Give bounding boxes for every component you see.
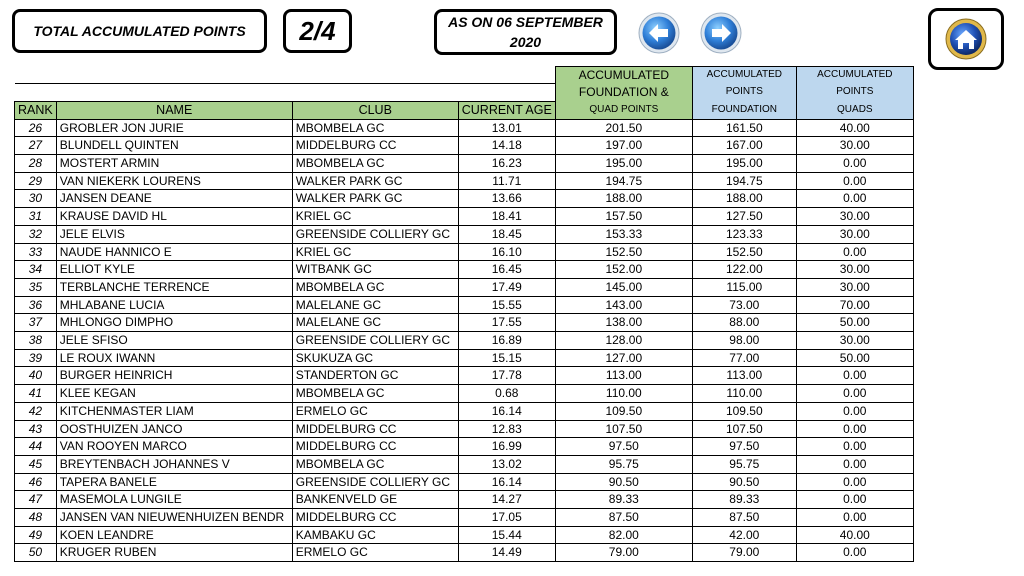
col-quads-line2: POINTS <box>796 84 913 102</box>
cell-rank: 47 <box>15 491 57 509</box>
cell-name: MHLABANE LUCIA <box>56 296 292 314</box>
cell-q: 0.00 <box>796 473 913 491</box>
table-row <box>15 137 914 155</box>
cell-name: LE ROUX IWANN <box>56 349 292 367</box>
cell-age: 18.45 <box>458 225 555 243</box>
cell-age: 11.71 <box>458 172 555 190</box>
cell-age: 16.89 <box>458 332 555 350</box>
page-title: TOTAL ACCUMULATED POINTS <box>33 23 246 39</box>
cell-f: 194.75 <box>692 172 796 190</box>
cell-club: MBOMBELA GC <box>292 455 458 473</box>
cell-name: JELE ELVIS <box>56 225 292 243</box>
date-box <box>434 9 617 55</box>
page-title-box <box>12 9 267 53</box>
cell-q: 0.00 <box>796 438 913 456</box>
col-foundation-quad-line2: FOUNDATION & <box>555 84 692 102</box>
cell-name: JANSEN VAN NIEUWENHUIZEN BENDR <box>56 509 292 527</box>
cell-fq: 82.00 <box>555 526 692 544</box>
cell-rank: 36 <box>15 296 57 314</box>
table-row <box>15 172 914 190</box>
cell-f: 127.50 <box>692 208 796 226</box>
cell-club: WALKER PARK GC <box>292 172 458 190</box>
cell-q: 0.00 <box>796 544 913 562</box>
table-row <box>15 208 914 226</box>
col-rank: RANK <box>15 101 57 119</box>
cell-club: SKUKUZA GC <box>292 349 458 367</box>
cell-club: WITBANK GC <box>292 261 458 279</box>
cell-q: 30.00 <box>796 332 913 350</box>
cell-q: 30.00 <box>796 278 913 296</box>
table-row <box>15 544 914 562</box>
cell-f: 95.75 <box>692 455 796 473</box>
cell-q: 40.00 <box>796 119 913 137</box>
col-foundation-line2: POINTS <box>692 84 796 102</box>
cell-club: WALKER PARK GC <box>292 190 458 208</box>
cell-q: 0.00 <box>796 243 913 261</box>
cell-name: KOEN LEANDRE <box>56 526 292 544</box>
cell-name: BURGER HEINRICH <box>56 367 292 385</box>
cell-name: JANSEN DEANE <box>56 190 292 208</box>
cell-age: 14.27 <box>458 491 555 509</box>
cell-club: MIDDELBURG CC <box>292 509 458 527</box>
cell-age: 13.66 <box>458 190 555 208</box>
cell-fq: 89.33 <box>555 491 692 509</box>
cell-q: 0.00 <box>796 402 913 420</box>
cell-club: MBOMBELA GC <box>292 119 458 137</box>
cell-f: 122.00 <box>692 261 796 279</box>
cell-q: 0.00 <box>796 367 913 385</box>
next-page-button[interactable] <box>700 12 742 54</box>
cell-rank: 46 <box>15 473 57 491</box>
cell-name: NAUDE HANNICO E <box>56 243 292 261</box>
cell-q: 0.00 <box>796 172 913 190</box>
cell-fq: 194.75 <box>555 172 692 190</box>
cell-q: 70.00 <box>796 296 913 314</box>
col-quads-line1: ACCUMULATED <box>796 67 913 84</box>
previous-page-button[interactable] <box>638 12 680 54</box>
cell-name: MASEMOLA LUNGILE <box>56 491 292 509</box>
cell-age: 16.14 <box>458 402 555 420</box>
cell-fq: 113.00 <box>555 367 692 385</box>
table-row <box>15 278 914 296</box>
table-row <box>15 314 914 332</box>
table-row <box>15 349 914 367</box>
cell-rank: 42 <box>15 402 57 420</box>
cell-age: 17.55 <box>458 314 555 332</box>
cell-name: MOSTERT ARMIN <box>56 155 292 173</box>
cell-fq: 90.50 <box>555 473 692 491</box>
table-row <box>15 455 914 473</box>
cell-name: TAPERA BANELE <box>56 473 292 491</box>
cell-rank: 32 <box>15 225 57 243</box>
cell-age: 13.01 <box>458 119 555 137</box>
cell-name: ELLIOT KYLE <box>56 261 292 279</box>
cell-name: KRUGER RUBEN <box>56 544 292 562</box>
cell-f: 167.00 <box>692 137 796 155</box>
cell-f: 123.33 <box>692 225 796 243</box>
cell-fq: 79.00 <box>555 544 692 562</box>
cell-name: BREYTENBACH JOHANNES V <box>56 455 292 473</box>
cell-fq: 110.00 <box>555 385 692 403</box>
cell-rank: 34 <box>15 261 57 279</box>
cell-age: 15.15 <box>458 349 555 367</box>
ranking-table <box>14 66 914 562</box>
cell-age: 14.49 <box>458 544 555 562</box>
cell-q: 50.00 <box>796 349 913 367</box>
cell-club: MALELANE GC <box>292 314 458 332</box>
cell-rank: 26 <box>15 119 57 137</box>
cell-rank: 43 <box>15 420 57 438</box>
table-row <box>15 420 914 438</box>
cell-fq: 195.00 <box>555 155 692 173</box>
date-line-1: AS ON 06 SEPTEMBER <box>448 14 603 30</box>
col-name: NAME <box>56 101 292 119</box>
cell-club: ERMELO GC <box>292 402 458 420</box>
cell-rank: 31 <box>15 208 57 226</box>
cell-f: 109.50 <box>692 402 796 420</box>
cell-age: 18.41 <box>458 208 555 226</box>
cell-age: 14.18 <box>458 137 555 155</box>
cell-fq: 157.50 <box>555 208 692 226</box>
cell-club: BANKENVELD GE <box>292 491 458 509</box>
cell-f: 107.50 <box>692 420 796 438</box>
cell-club: ERMELO GC <box>292 544 458 562</box>
cell-fq: 107.50 <box>555 420 692 438</box>
cell-f: 152.50 <box>692 243 796 261</box>
cell-age: 13.02 <box>458 455 555 473</box>
cell-q: 0.00 <box>796 491 913 509</box>
cell-fq: 127.00 <box>555 349 692 367</box>
cell-fq: 95.75 <box>555 455 692 473</box>
cell-f: 90.50 <box>692 473 796 491</box>
cell-club: MBOMBELA GC <box>292 278 458 296</box>
cell-age: 0.68 <box>458 385 555 403</box>
table-row <box>15 332 914 350</box>
cell-age: 17.49 <box>458 278 555 296</box>
cell-q: 30.00 <box>796 261 913 279</box>
table-row <box>15 438 914 456</box>
col-quads-line3: QUADS <box>796 101 913 119</box>
cell-q: 0.00 <box>796 420 913 438</box>
page-indicator: 2/4 <box>299 15 336 46</box>
cell-f: 89.33 <box>692 491 796 509</box>
cell-name: VAN NIEKERK LOURENS <box>56 172 292 190</box>
cell-name: JELE SFISO <box>56 332 292 350</box>
cell-age: 15.44 <box>458 526 555 544</box>
cell-rank: 33 <box>15 243 57 261</box>
cell-fq: 97.50 <box>555 438 692 456</box>
col-foundation-quad-line3: QUAD POINTS <box>555 101 692 119</box>
cell-club: KAMBAKU GC <box>292 526 458 544</box>
cell-fq: 128.00 <box>555 332 692 350</box>
cell-club: MALELANE GC <box>292 296 458 314</box>
cell-club: MIDDELBURG CC <box>292 438 458 456</box>
cell-q: 0.00 <box>796 509 913 527</box>
home-button[interactable] <box>928 8 1004 70</box>
cell-age: 15.55 <box>458 296 555 314</box>
cell-age: 16.10 <box>458 243 555 261</box>
cell-name: VAN ROOYEN MARCO <box>56 438 292 456</box>
cell-f: 161.50 <box>692 119 796 137</box>
cell-club: GREENSIDE COLLIERY GC <box>292 225 458 243</box>
cell-q: 50.00 <box>796 314 913 332</box>
cell-rank: 37 <box>15 314 57 332</box>
cell-rank: 35 <box>15 278 57 296</box>
cell-fq: 201.50 <box>555 119 692 137</box>
cell-club: MBOMBELA GC <box>292 385 458 403</box>
cell-fq: 153.33 <box>555 225 692 243</box>
col-club: CLUB <box>292 101 458 119</box>
col-current-age: CURRENT AGE <box>458 101 555 119</box>
cell-fq: 143.00 <box>555 296 692 314</box>
table-row <box>15 402 914 420</box>
cell-fq: 138.00 <box>555 314 692 332</box>
table-row <box>15 367 914 385</box>
cell-rank: 39 <box>15 349 57 367</box>
col-foundation-line3: FOUNDATION <box>692 101 796 119</box>
cell-rank: 49 <box>15 526 57 544</box>
cell-f: 88.00 <box>692 314 796 332</box>
cell-fq: 152.50 <box>555 243 692 261</box>
cell-age: 16.99 <box>458 438 555 456</box>
cell-name: KRAUSE DAVID HL <box>56 208 292 226</box>
cell-rank: 44 <box>15 438 57 456</box>
cell-club: KRIEL GC <box>292 208 458 226</box>
cell-f: 110.00 <box>692 385 796 403</box>
cell-f: 42.00 <box>692 526 796 544</box>
cell-fq: 188.00 <box>555 190 692 208</box>
table-row <box>15 491 914 509</box>
cell-rank: 29 <box>15 172 57 190</box>
cell-age: 16.45 <box>458 261 555 279</box>
date-line-2: 2020 <box>509 34 542 50</box>
cell-club: KRIEL GC <box>292 243 458 261</box>
cell-rank: 27 <box>15 137 57 155</box>
table-row <box>15 509 914 527</box>
cell-age: 16.14 <box>458 473 555 491</box>
cell-club: GREENSIDE COLLIERY GC <box>292 473 458 491</box>
col-foundation-quad-line1: ACCUMULATED <box>555 67 692 84</box>
cell-f: 98.00 <box>692 332 796 350</box>
cell-name: BLUNDELL QUINTEN <box>56 137 292 155</box>
cell-rank: 38 <box>15 332 57 350</box>
cell-f: 97.50 <box>692 438 796 456</box>
cell-fq: 145.00 <box>555 278 692 296</box>
table-row <box>15 119 914 137</box>
cell-rank: 28 <box>15 155 57 173</box>
cell-rank: 30 <box>15 190 57 208</box>
cell-age: 17.78 <box>458 367 555 385</box>
cell-q: 0.00 <box>796 385 913 403</box>
cell-f: 195.00 <box>692 155 796 173</box>
cell-age: 16.23 <box>458 155 555 173</box>
cell-rank: 50 <box>15 544 57 562</box>
cell-f: 115.00 <box>692 278 796 296</box>
cell-name: OOSTHUIZEN JANCO <box>56 420 292 438</box>
cell-q: 30.00 <box>796 137 913 155</box>
page-indicator-box <box>283 9 352 53</box>
table-row <box>15 526 914 544</box>
home-icon <box>945 18 987 60</box>
cell-age: 12.83 <box>458 420 555 438</box>
cell-f: 113.00 <box>692 367 796 385</box>
cell-f: 87.50 <box>692 509 796 527</box>
cell-club: MIDDELBURG CC <box>292 420 458 438</box>
cell-rank: 41 <box>15 385 57 403</box>
cell-name: GROBLER JON JURIE <box>56 119 292 137</box>
cell-q: 30.00 <box>796 225 913 243</box>
table-row <box>15 225 914 243</box>
table-row <box>15 296 914 314</box>
cell-club: GREENSIDE COLLIERY GC <box>292 332 458 350</box>
cell-rank: 45 <box>15 455 57 473</box>
col-foundation-line1: ACCUMULATED <box>692 67 796 84</box>
cell-q: 30.00 <box>796 208 913 226</box>
table-row <box>15 261 914 279</box>
cell-fq: 109.50 <box>555 402 692 420</box>
cell-f: 77.00 <box>692 349 796 367</box>
table-row <box>15 190 914 208</box>
cell-name: KLEE KEGAN <box>56 385 292 403</box>
table-row <box>15 473 914 491</box>
cell-f: 73.00 <box>692 296 796 314</box>
cell-club: MBOMBELA GC <box>292 155 458 173</box>
table-row <box>15 155 914 173</box>
cell-q: 0.00 <box>796 190 913 208</box>
cell-name: KITCHENMASTER LIAM <box>56 402 292 420</box>
cell-fq: 152.00 <box>555 261 692 279</box>
cell-f: 188.00 <box>692 190 796 208</box>
cell-age: 17.05 <box>458 509 555 527</box>
cell-name: MHLONGO DIMPHO <box>56 314 292 332</box>
cell-q: 0.00 <box>796 155 913 173</box>
cell-name: TERBLANCHE TERRENCE <box>56 278 292 296</box>
cell-rank: 48 <box>15 509 57 527</box>
table-row <box>15 243 914 261</box>
cell-fq: 197.00 <box>555 137 692 155</box>
cell-q: 40.00 <box>796 526 913 544</box>
cell-f: 79.00 <box>692 544 796 562</box>
cell-rank: 40 <box>15 367 57 385</box>
cell-q: 0.00 <box>796 455 913 473</box>
cell-club: MIDDELBURG CC <box>292 137 458 155</box>
cell-fq: 87.50 <box>555 509 692 527</box>
table-row <box>15 385 914 403</box>
cell-club: STANDERTON GC <box>292 367 458 385</box>
